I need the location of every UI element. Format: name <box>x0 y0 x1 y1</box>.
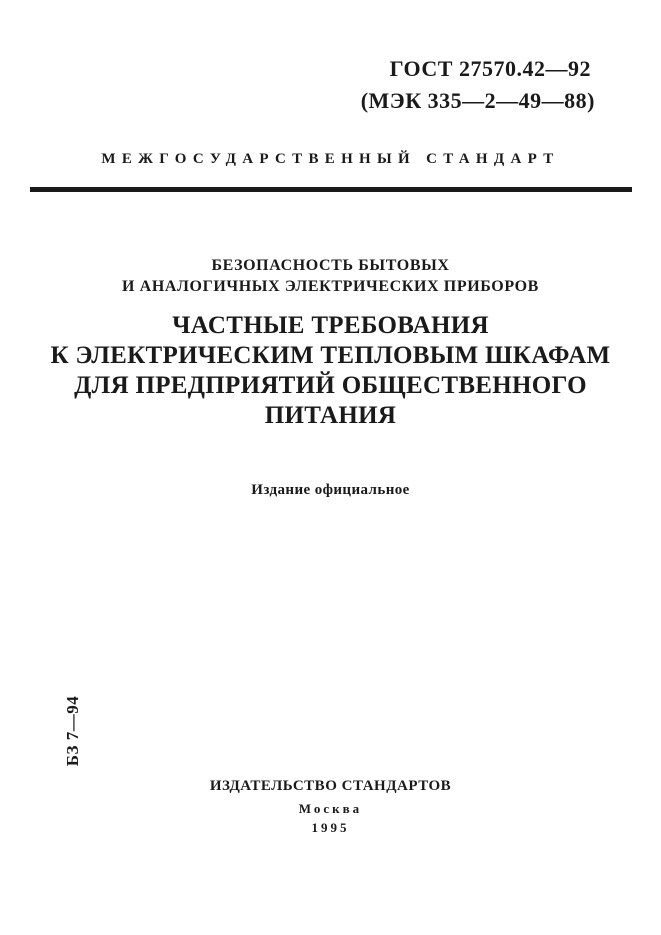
title-line-3: ДЛЯ ПРЕДПРИЯТИЙ ОБЩЕСТВЕННОГО <box>74 372 587 399</box>
gost-number: ГОСТ 27570.42—92 <box>389 56 591 81</box>
publisher-city: Москва <box>298 801 363 816</box>
side-code-text: БЗ 7—94 <box>63 695 82 767</box>
title-line-1: ЧАСТНЫЕ ТРЕБОВАНИЯ <box>172 312 489 339</box>
iec-number: (МЭК 335—2—49—88) <box>360 88 595 113</box>
publisher-name: ИЗДАТЕЛЬСТВО СТАНДАРТОВ <box>209 778 452 794</box>
horizontal-rule <box>30 187 632 192</box>
publication-year: 1995 <box>311 820 350 835</box>
standard-type-heading: МЕЖГОСУДАРСТВЕННЫЙ СТАНДАРТ <box>101 151 560 167</box>
edition-note: Издание официальное <box>251 482 410 498</box>
side-code <box>53 690 93 772</box>
subject-line-1: БЕЗОПАСНОСТЬ БЫТОВЫХ <box>211 257 450 274</box>
subject-heading <box>0 255 661 297</box>
title-line-4: ПИТАНИЯ <box>264 402 397 429</box>
title-line-2: К ЭЛЕКТРИЧЕСКИМ ТЕПЛОВЫМ ШКАФАМ <box>50 342 611 369</box>
document-title <box>0 311 661 431</box>
subject-line-2: И АНАЛОГИЧНЫХ ЭЛЕКТРИЧЕСКИХ ПРИБОРОВ <box>122 278 539 295</box>
